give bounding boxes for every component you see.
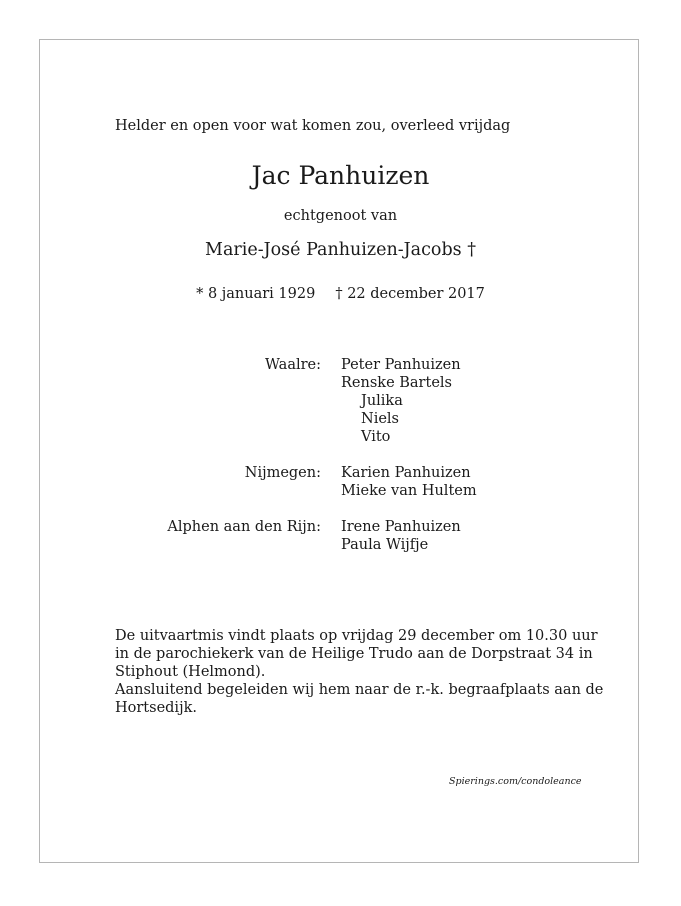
birth-date: * 8 januari 1929 <box>196 286 316 302</box>
family-member: Niels <box>361 411 399 427</box>
family-member: Mieke van Hultem <box>341 483 477 499</box>
life-dates <box>0 286 681 302</box>
funeral-info-line: De uitvaartmis vindt plaats op vrijdag 29 december om 10.30 uur <box>115 628 598 644</box>
spouse-label: echtgenoot van <box>283 208 398 224</box>
family-place: Alphen aan den Rijn: <box>167 519 321 535</box>
funeral-info <box>115 627 604 717</box>
funeral-info-line: Aansluitend begeleiden wij hem naar de r.-k. begraafplaats aan de <box>115 682 604 698</box>
family-member: Vito <box>361 429 391 445</box>
family-place: Nijmegen: <box>244 465 321 481</box>
funeral-info-line: Stiphout (Helmond). <box>115 664 266 680</box>
deceased-name: Jac Panhuizen <box>251 161 430 190</box>
family-member: Peter Panhuizen <box>341 357 461 373</box>
funeral-info-line: in de parochiekerk van de Heilige Trudo aan de Dorpstraat 34 in <box>115 646 593 662</box>
intro-text: Helder en open voor wat komen zou, overleed vrijdag <box>115 118 511 134</box>
family-member: Paula Wijfje <box>341 537 429 553</box>
family-member: Renske Bartels <box>341 375 452 391</box>
spouse-name: Marie-José Panhuizen-Jacobs † <box>205 240 476 260</box>
family-member: Irene Panhuizen <box>341 519 461 535</box>
family-member: Karien Panhuizen <box>341 465 471 481</box>
death-date: † 22 december 2017 <box>335 286 485 302</box>
funeral-info-line: Hortsedijk. <box>115 700 197 716</box>
family-place: Waalre: <box>265 357 321 373</box>
family-member: Julika <box>361 393 403 409</box>
condolence-link[interactable]: Spierings.com/condoleance <box>449 776 582 787</box>
